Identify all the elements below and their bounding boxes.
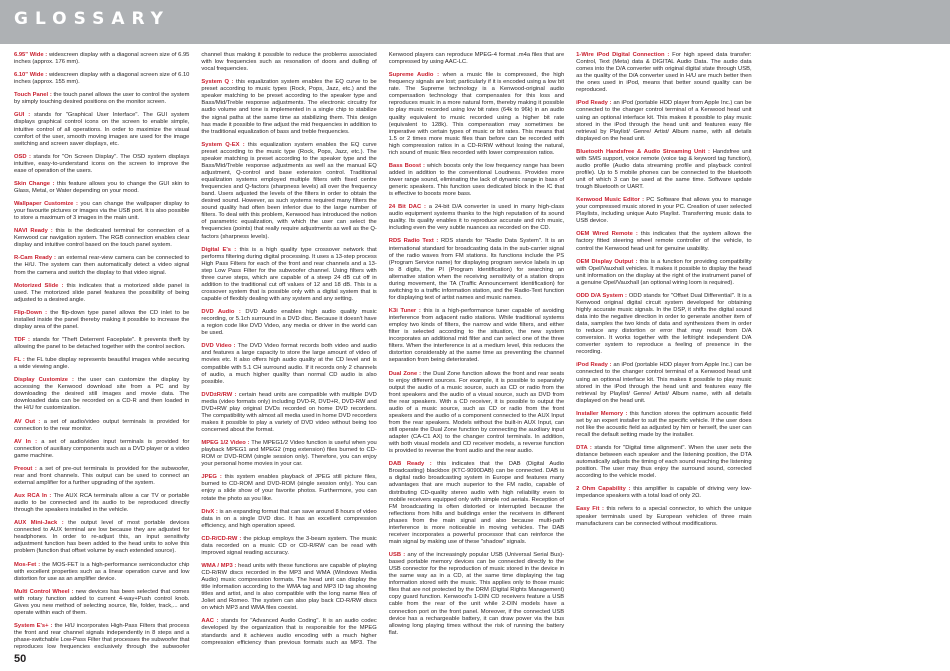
- glossary-definition: the pickup employs the 3-beam system. The music data recorded on a music CD or CD-R/RW can be read with improved signal reading accuracy.: [201, 535, 377, 556]
- glossary-entry: [389, 461, 564, 546]
- glossary-entry: [201, 563, 376, 612]
- glossary-definition: stands for "On Screen Display". The OSD system displays intuitive, easy-to-understand icons on the screen to improve the ease of operation of the users.: [14, 153, 190, 174]
- glossary-entry: [14, 255, 189, 276]
- glossary-entry: [576, 100, 751, 142]
- glossary-entry: [201, 79, 376, 136]
- glossary-term: Installer Memory :: [576, 410, 628, 417]
- glossary-entry: [576, 486, 751, 500]
- glossary-entry: [14, 439, 189, 460]
- glossary-definition: an iPod (portable HDD player from Apple Inc.) can be connected to the changer control terminal of a Kenwood head unit using an optional interface kit. This makes it possible to play music stored in the iPod through the head unit and features easy file retrieval by Playlist/ Genre/ Artist/ Album name, with all details displayed on the head unit.: [576, 362, 752, 404]
- glossary-entry: [14, 520, 189, 555]
- glossary-term: AV In :: [14, 438, 38, 445]
- glossary-term: Easy Fit :: [576, 506, 604, 513]
- glossary-term: DVD±R/RW :: [201, 391, 237, 398]
- glossary-entry: [576, 259, 751, 287]
- glossary-term: AUX Mini-Jack :: [14, 520, 64, 527]
- glossary-term: TDF :: [14, 336, 30, 343]
- glossary-term: 6.10" Wide :: [14, 72, 48, 79]
- page-number: 50: [14, 653, 27, 665]
- glossary-term: Flip-Down :: [14, 309, 48, 316]
- glossary-entry: [576, 293, 751, 357]
- glossary-term: AAC :: [201, 618, 219, 625]
- glossary-term: Mos-Fet :: [14, 561, 41, 568]
- glossary-definition: stands for "Graphical User Interface". The GUI system displays graphical control icons on the screen to enable simple, intuitive control of all operations. In order to maximize the visual comfort of the user, smooth moving images are used for the image switching and screen saver displays, etc.: [14, 112, 190, 147]
- glossary-term: Wallpaper Customize :: [14, 201, 78, 207]
- glossary-term: DVD Video :: [201, 343, 236, 350]
- glossary-term: System E's+ :: [14, 622, 53, 629]
- glossary-entry: [14, 357, 189, 371]
- glossary-term: Kenwood Music Editor :: [576, 197, 645, 204]
- glossary-definition: this indicates that the DAB (Digital Audio Broadcasting) blackbox (KTC-9090DAB) can be connected. DAB is a digital radio broadcasting system in Europe and features many advantages that are much superior to the FM radio, capable of distributing CD-quality stereo audio with high reliability even to mobile receivers equipped only with simple rod aerials. Reception of FM broadcasting is often distorted or interrupted because the reflections from hills and buildings enter the receivers in different phases from the main signal and also because multi-path interference is more noticeable in moving vehicles. The DAB receiver incorporates a powerful processor that can reinforce the main signal by making use of these "shadow" signals.: [388, 461, 565, 545]
- glossary-entry: [576, 411, 751, 439]
- glossary-entry: [14, 493, 189, 514]
- glossary-definition: PC Software that allows you to manage your compressed music stored in your PC. Creation of user selected Playlists, including unique Auto Playlist. Transferring music data to USB device.: [576, 197, 752, 225]
- glossary-term: JPEG :: [201, 474, 222, 481]
- glossary-term: Touch Panel :: [14, 92, 52, 99]
- glossary-term: Dual Zone :: [388, 370, 422, 377]
- glossary-columns: [14, 52, 939, 652]
- glossary-term: GUI :: [14, 112, 31, 119]
- glossary-term: 1-Wire iPod Digital Connection :: [576, 52, 670, 58]
- glossary-entry: [389, 552, 564, 637]
- glossary-entry: [14, 228, 189, 249]
- glossary-definition: you can change the wallpaper display to your favourite pictures or images via the USB port. It is also possible to store a maximum of 3 images in the main unit.: [14, 201, 190, 222]
- glossary-definition: the user can customize the display by accessing the Kenwood download site from a PC and by downloading the desired still images and movie data. The downloaded data can be recorded on a CD-R and then loaded in the H/U for customization.: [14, 377, 190, 412]
- glossary-term: Supreme Audio :: [388, 72, 440, 79]
- glossary-entry: [14, 419, 189, 433]
- glossary-term: RDS Radio Text :: [388, 238, 439, 245]
- glossary-definition: the output level of most portable devices connected to AUX terminal are low because they are adjusted for headphones. In order to re-adjust this, an input sensitivity adjustment function has been added to the head units to solve this problem (function that offset volume by each extended source).: [14, 520, 190, 555]
- glossary-definition: head units with these functions are capable of playing CD-R/RW discs recorded in the MP3 and WMA (Windows Media Audio) music compression formats. The head unit can display the title information according to the WMA tag and MP3 ID tag showing titles and artist, and is also compatible with the long name files of Joliet and Romeo. The system can also play back CD-R/RW discs on which MP3 and WMA files coexist.: [201, 562, 377, 612]
- glossary-entry: [201, 309, 376, 337]
- glossary-term: Display Customize :: [14, 377, 74, 384]
- glossary-definition: the FL tube display represents beautiful images while securing a wide viewing angle.: [14, 357, 190, 371]
- glossary-entry: [14, 181, 189, 195]
- glossary-entry: [389, 72, 564, 157]
- glossary-term: Motorized Slide :: [14, 282, 64, 289]
- glossary-term: Skin Change :: [14, 180, 55, 187]
- glossary-term: Preout :: [14, 465, 37, 472]
- glossary-entry: [14, 310, 189, 331]
- glossary-term: iPod Ready :: [576, 362, 612, 369]
- glossary-term: R-Cam Ready :: [14, 255, 56, 262]
- glossary-term: DivX :: [201, 508, 218, 515]
- glossary-definition: For high speed data transfer: Control, Text (Meta) data & DIGITAL Audio Data. The audio data comes into the D/A converter with original digital state through USB, as the quality of the D/A converter used in H/U are much better then the ones used in iPod, means that better sound quality can be reproduced.: [576, 52, 752, 94]
- glossary-term: FL :: [14, 357, 25, 364]
- glossary-entry: [14, 283, 189, 304]
- glossary-entry: [14, 562, 189, 583]
- glossary-term: 6.95" Wide :: [14, 52, 48, 58]
- glossary-definition: an iPod (portable HDD player from Apple Inc.) can be connected to the changer control terminal of a Kenwood head unit using an optional interface kit. This makes it possible to play music stored in the iPod through the head unit and features easy file retrieval by Playlist/ Genre/ Artist/ Album name, with all details displayed on the head unit.: [576, 100, 752, 142]
- glossary-definition: this feature allows you to change the GUI skin to Glass, Metal, or Water depending on your mood.: [14, 180, 190, 194]
- glossary-entry: [201, 536, 376, 557]
- glossary-term: Aux RCA In :: [14, 493, 52, 499]
- glossary-entry: [389, 238, 564, 302]
- glossary-term: OEM Wired Remote :: [576, 231, 638, 238]
- glossary-entry: [576, 445, 751, 480]
- glossary-term: Multi Control Wheel :: [14, 588, 74, 595]
- glossary-definition: the touch panel allows the user to control the system by simply touching desired positions on the monitor screen.: [14, 92, 190, 106]
- glossary-entry: [14, 72, 189, 86]
- glossary-term: 2 Ohm Capability :: [576, 486, 631, 493]
- glossary-entry: [201, 247, 376, 304]
- glossary-definition: new devices has been selected that comes with rotary function added to current 4-way+Push control knob. Gives you new method of selecting source, file, folder, track,... and operate within each of them.: [14, 588, 190, 616]
- glossary-definition: DVD Audio enables high audio quality music recording, or 5.1ch surround in a DVD disc. Because it doesn't have a region code like DVD Video, any media or driver in the world can be used.: [201, 309, 377, 337]
- glossary-definition: this equalization system enables the EQ curve preset according to the music type (Rock, Pops, Jazz, etc.). The speaker matching is preset according to the speaker type and the Bass/Mid/Treble response adjustments as well as the manual EQ adjustment, Q-control and base extension control. Traditional equalization systems employed multiple filters with fixed centre frequencies and Q-factors (sharpness levels) all over the frequency band. Users adjusted the levels of the filters in order to obtain the desired sound. However, as such systems required many filters the sound quality had often been inferior due to the large number of filters. To deal with this problem, Kenwood has introduced the notion of parametric equalization, with which the user can select the frequencies (points) that really require adjustments as well as the Q-factors (sharpness levels).: [201, 141, 377, 240]
- glossary-definition: this is the dedicated terminal for connection of a Kenwood car navigation system. The RGB connection enables clear display and intuitive control based on the touch panel system.: [14, 228, 190, 249]
- glossary-definition: a set of pre-out terminals is provided for the subwoofer, rear and front channels. This output can be used to connect an external amplifier for a further upgrading of the system.: [14, 465, 190, 486]
- glossary-entry: [14, 466, 189, 487]
- glossary-term: DVD Audio :: [201, 309, 241, 316]
- glossary-entry: [576, 149, 751, 191]
- glossary-entry: [201, 509, 376, 530]
- glossary-entry: [201, 142, 376, 241]
- glossary-entry: [576, 362, 751, 404]
- glossary-definition: ODD stands for "Offset Dual Differential". It is a Kenwood original digital circuit system developed for obtaining highly accurate music signals. In the DSP, it shifts the digital sound data into the negative direction in order to generate another item of data, samples the two kinds of data and synthesizes them in order to reduce any distortion or error that may result from D/A conversion. It works together with the left/right independent D/A converter system to reproduce a feeling of presence in the recording.: [576, 292, 752, 356]
- glossary-entry: [389, 308, 564, 365]
- glossary-entry: [201, 474, 376, 502]
- glossary-header-bar: [0, 0, 950, 44]
- glossary-definition: this indicates that a motorized slide panel is used. The motorized slide panel features the possibility of being adjusted to a desired angle.: [14, 282, 190, 303]
- glossary-term: DTA :: [576, 445, 592, 451]
- glossary-entry: [14, 589, 189, 617]
- glossary-term: USB :: [388, 552, 406, 558]
- glossary-term: 24 Bit DAC :: [388, 204, 426, 211]
- glossary-term: System Q-EX :: [201, 141, 245, 148]
- glossary-definition: stands for "Digital time alignment". When the user sets the distance between each speaker and the listening position, the DTA automatically adjusts the timing of each sound reaching the listening position. The user may thus enjoy the surround sound, corrected according to the vehicle model.: [576, 445, 752, 480]
- glossary-definition: a set of audio/video output terminals is provided for connection to the rear monitor.: [14, 418, 190, 432]
- glossary-term: K3i Tuner :: [388, 308, 421, 314]
- glossary-term: iPod Ready :: [576, 100, 612, 107]
- glossary-definition: widescreen display with a diagonal screen size of 6.95 inches (approx. 176 mm).: [14, 52, 190, 66]
- glossary-term: NAVI Ready :: [14, 228, 53, 235]
- glossary-term: DAB Ready :: [388, 461, 432, 468]
- glossary-entry: [576, 231, 751, 252]
- glossary-entry: [14, 377, 189, 412]
- glossary-entry: [14, 337, 189, 351]
- glossary-entry: [576, 506, 751, 527]
- glossary-term: Bass Boost :: [388, 162, 425, 169]
- glossary-entry: [201, 392, 376, 434]
- glossary-term: OEM Display Output :: [576, 258, 638, 265]
- glossary-term: Digital E's :: [201, 246, 237, 253]
- glossary-definition: a 24-bit D/A converter is used in many high-class audio equipment systems thanks to the high reputation of its sound quality. Its quality enables it to reproduce accurate and rich music, including even the very subtle nuances as recorded on the CD.: [388, 204, 565, 232]
- glossary-definition: the Dual Zone function allows the front and rear seats to enjoy different sources. For example, it is possible to separately output the audio of a music source, such as CD or radio from the front speakers and the audio of a visual source, such as DVD from the rear speakers. With a CD receiver, it is possible to output the audio of a music source, such as CD or radio from the front speakers and the audio of a component connected to the AUX Input from the rear speakers. Models without the built-in AUX Input, can still operate the Dual Zone function by connecting the auxiliary input adapter (CA-C1 AX) to the changer control terminals. In addition, with both visual models and CD receiver models, a reverse function is provided to reverse the front audio and the rear audio.: [388, 370, 565, 455]
- glossary-definition: The MPEG1/2 Video function is useful when you playback MPEG1 and MPEG2 (mpg extension) files burned to CD-ROM or DVD-ROM (single session only). Therefore, you can enjoy your personal home movies in your car.: [201, 440, 377, 468]
- glossary-term: OSD :: [14, 153, 31, 160]
- glossary-definition: this is a function for providing compatibility with Opel/Vauxhall vehicles. It makes it possible to display the head unit information on the display at the right of the instrument panel of a genuine Opel/Vauxhall (an optional wiring loom is required).: [576, 258, 752, 286]
- glossary-definition: is an expanding format that can save around 8 hours of video data in on a single DVD disc. It has an excellent compression efficiency, and high operation speed.: [201, 508, 377, 529]
- page-title: GLOSSARY: [14, 9, 170, 29]
- glossary-entry: [201, 343, 376, 385]
- glossary-definition: any of the increasingly popular USB (Universal Serial Bus)-based portable memory devices can be connected directly to the USB connector for the reproduction of music stored in the device in the same way as in a CD, at the same time displaying the tag information stored with the music. This applies only to those music files that are not protected by the DRM (Digital Rights Management) copy guard function. Kenwood's 1-DIN CD receivers feature a USB cable from the rear of the unit while 2-DIN models have a connection port on the front panel. Moreover, if the connected USB device has a rechargeable battery, it can draw power via the bus allowing long playing times without the risk of running the battery flat.: [388, 552, 565, 636]
- glossary-term: AV Out :: [14, 418, 41, 425]
- glossary-definition: which boosts only the low frequency range has been added in addition to the conventional Loudness. Provides more lower range sound, eliminating the lack of dynamic range in bass of generic speakers. This function uses dedicated block in the IC that is effective to boosts more bass.: [388, 162, 565, 198]
- glossary-definition: this equalization system enables the EQ curve to be preset according to music types (Rock, Pops, Jazz, etc.) and the speaker matching to be preset according to the speaker type and Bass/Mid/Treble response adjustments. The electronic circuitry for audio volume and tone is implemented in a single chip to stabilize the signal paths at the same time as stabilizing them. This design has made it possible to fine adjust the mid frequencies in addition to the traditional equalization of bass and treble frequencies.: [201, 79, 377, 135]
- glossary-definition: a set of audio/video input terminals is provided for connection of auxiliary components such as a DVD player or a video game machine.: [14, 438, 190, 459]
- glossary-term: ODD D/A System :: [576, 292, 627, 299]
- glossary-term: CD-R/CD-RW :: [201, 535, 242, 542]
- glossary-entry: [201, 440, 376, 468]
- glossary-definition: stands for "Advanced Audio Coding". It is an audio codec developed by the organization that is responsible for the MPEG standards and it achieves audio encoding with a much higher compression efficiency than previous formats such as MP3. The Kenwood players can reproduce MPEG-4 format .m4a files that are compressed by using AAC-LC.: [201, 52, 565, 646]
- glossary-definition: certain head units are compatible with multiple DVD media (video formats only) including DVD-R, DVD+R, DVD-RW and DVD+RW play original DVDs recorded on home DVD recorders. The compatibility with almost all media used in home DVD recorders makes it possible to play a variety of DVD video without being too concerned about the format.: [201, 391, 377, 433]
- glossary-term: MPEG 1/2 Video :: [201, 440, 250, 447]
- glossary-definition: The AUX RCA terminals allow a car TV or portable audio to be connected and its audio to be reproduced directly through the speakers installed in the vehicle.: [14, 493, 190, 514]
- glossary-entry: [14, 201, 189, 222]
- glossary-entry: [14, 92, 189, 106]
- glossary-definition: this is a high-performance tuner capable of avoiding interference from adjacent radio stations. While traditional systems employ two kinds of filters, the narrow and wide filters, and either filter is selected according to the situation, the new system incorporates an additional mid filter and can select one of the three filters. When the interference is at a medium level, this reduces the distortion considerably at the same time as preventing the channel separation from being deteriorated.: [388, 308, 565, 364]
- glossary-term: WMA / MP3 :: [201, 562, 237, 569]
- glossary-definition: RDS stands for "Radio Data System". It is an international standard for broadcasting data in the sub-carrier signal of the radio waves from FM stations. Its functions include the PS (Program Service name) for displaying program service labels in up to 8 digits, the PI (Program Identification) for searching an alternative station when the receiving sensitivity of a station drops during movement, the TA (Traffic Announcement identification) for switching to a traffic information station, and the Radio-Text function for displaying text of artist names and music names.: [388, 238, 565, 301]
- glossary-entry: [389, 371, 564, 456]
- glossary-definition: Handsfree unit with SMS support, voice remote (voice tag & keyword tag function), audio profile (Audio data streaming profile and playback control profile). Up to 5 mobile phones can be connected to the bluetooth unit of which 3 can be used at the same time. Software update trough Bluetooth or UART.: [576, 148, 752, 191]
- glossary-definition: stands for "Theft Deterrent Faceplate". It prevents theft by allowing the panel to be detached together with the control section.: [14, 336, 190, 350]
- glossary-definition: The DVD Video format records both video and audio and features a large capacity to store the large amount of video of movies etc. It also offers high audio quality at the CD level and is compatible with 5.1 CH surround audio. If it records only 2 channels of audio, a much higher quality than normal CD audio is also possible.: [201, 343, 377, 385]
- glossary-entry: [14, 52, 189, 66]
- glossary-entry: [576, 197, 751, 225]
- glossary-definition: this amplifier is capable of driving very low-impedance speakers with a total load of only 2Ω.: [576, 486, 752, 500]
- glossary-entry: [389, 163, 564, 198]
- glossary-definition: this refers to a special connector, to which the unique speaker terminals used by European vehicles of three main manufacturers can be connected without modifications.: [576, 506, 752, 527]
- glossary-definition: an external rear-view camera can be connected to the H/U. The system can then automatically detect a video signal from the camera and switch the display to that video signal.: [14, 255, 190, 276]
- glossary-definition: this indicates that the system allows the factory fitted steering wheel remote controller of the vehicle, to control the Kenwood head unit for genuine usability.: [576, 231, 752, 252]
- glossary-definition: this function stores the optimum acoustic field set by an expert installer to suit the specific vehicle. If the user does not like the acoustic field as adjusted by him or herself, the user can recall the default setting made by the installer.: [576, 410, 752, 438]
- glossary-definition: widescreen display with a diagonal screen size of 6.10 inches (approx. 155 mm).: [14, 72, 190, 86]
- glossary-definition: the H/U incorporates High-Pass Filters that process the front and rear channel signals independently in 8 steps and a phase-switchable Low-Pass Filter that processes the subwoofer that reproduces low frequencies exclusively through the subwoofer channel thus making it possible to reduce the problems associated with low frequencies such as resonation of doors and dulling of vocal frequencies.: [14, 52, 377, 651]
- glossary-entry: [389, 204, 564, 232]
- glossary-entry: [14, 154, 189, 175]
- glossary-definition: this system enables playback of JPEG still picture files, burned to CD-ROM and DVD-ROM (single session only). You can enjoy a slide show of your favorite photos. Furthermore, you can rotate the photo as you like.: [201, 474, 377, 502]
- glossary-definition: this is a high quality type crossover network that performs filtering during digital processing. It uses a 13-step process High Pass Filters for each of the front and rear channels and a 13-step Low Pass Filter for the subwoofer channel. Using filters with three curve steps, which are capable of a steep 24 dB cut off in addition to the traditional cut off values of 12 and 18 dB. This is a crossover system that is possible only with a digital system that is capable of flexibly dealing with any system and any setting.: [201, 246, 377, 302]
- glossary-definition: the flip-down type panel allows the CD inlet to be installed inside the panel thereby making it possible to increase the display area of the panel.: [14, 309, 190, 330]
- glossary-entry: [14, 112, 189, 147]
- glossary-definition: when a music file is compressed, the high frequency signals are lost; particularly if it is encoded using a low bit rate. The Supreme technology is a Kenwood-original audio compensation technology that compensates for this loss and reproduces music in a more natural form, thereby making it possible to play music recorded using low bit rates (64k to 96k) in an audio quality equivalent to music recorded using a higher bit rate (equivalent to 128k). This compensation may sometimes be imperative with certain types of music or bit rates. This means that 1.5 or 2 times more music files than before can be recorded with high compression ratios in a CD-R/RW without losing the natural, rich sound of music files recorded with lower compression ratios.: [388, 72, 565, 156]
- glossary-term: System Q :: [201, 79, 234, 86]
- glossary-definition: the MOS-FET is a high-performance semiconductor chip with excellent properties such as a linear operation curve and low distortion for use as an amplifier device.: [14, 561, 190, 582]
- glossary-entry: [576, 52, 751, 94]
- glossary-term: Bluetooth Handsfree & Audio Streaming Unit :: [576, 148, 710, 155]
